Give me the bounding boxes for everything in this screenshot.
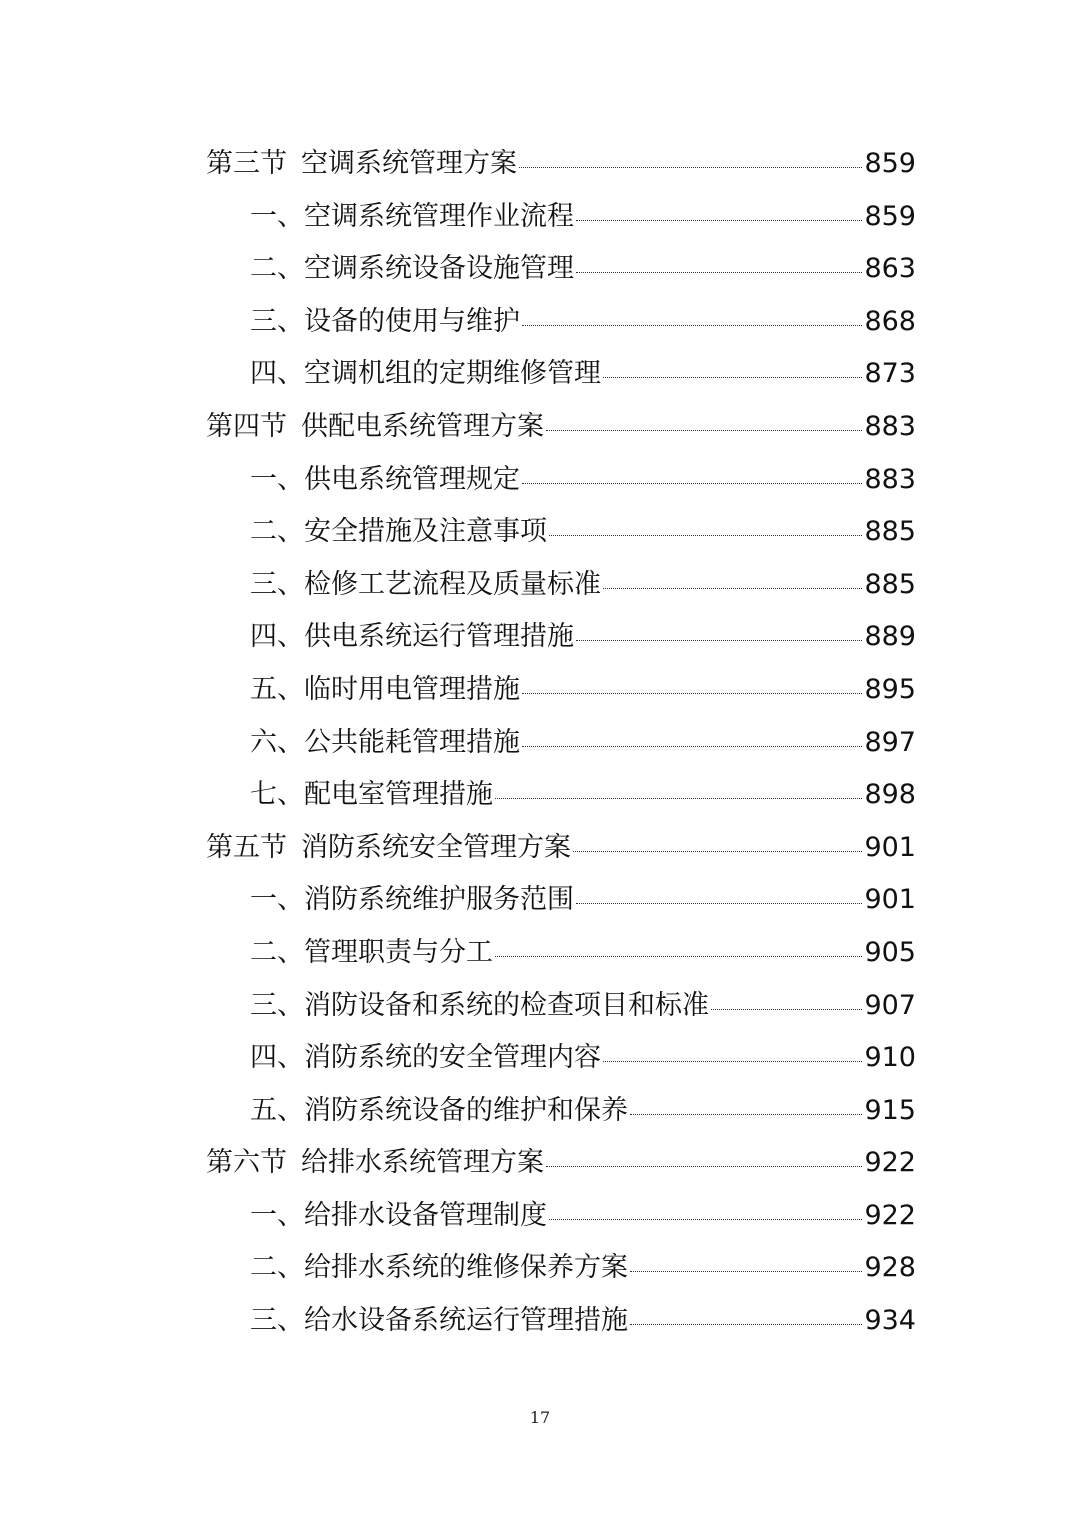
toc-entry-text: 二、管理职责与分工: [250, 936, 493, 968]
toc-page-number: 934: [864, 1305, 916, 1337]
toc-page-number: 915: [864, 1094, 916, 1126]
dot-leader: [630, 1271, 862, 1272]
toc-subsection-entry[interactable]: [206, 1242, 916, 1295]
toc-page-number: 898: [864, 779, 916, 811]
toc-entry-text: 五、临时用电管理措施: [250, 673, 520, 705]
dot-leader: [630, 1114, 862, 1115]
toc-entry-title: [250, 611, 574, 664]
toc-page-number: 885: [864, 568, 916, 600]
toc-page-number: 873: [864, 358, 916, 390]
toc-entry-text: 三、消防设备和系统的检查项目和标准: [250, 989, 709, 1021]
toc-subsection-entry[interactable]: [206, 927, 916, 980]
toc-page-number: 863: [864, 253, 916, 285]
dot-leader: [549, 1219, 862, 1220]
toc-entry-title: [250, 454, 520, 507]
toc-subsection-entry[interactable]: [206, 1032, 916, 1085]
toc-section-entry[interactable]: [206, 822, 916, 875]
toc-entry-text: 一、供电系统管理规定: [250, 463, 520, 495]
toc-entry-title: [250, 1032, 601, 1085]
toc-entry-title: [250, 1190, 547, 1243]
toc-subsection-entry[interactable]: [206, 1295, 916, 1348]
toc-page-number: 868: [864, 305, 916, 337]
toc-entry-text: 三、给水设备系统运行管理措施: [250, 1305, 628, 1337]
toc-subsection-entry[interactable]: [206, 191, 916, 244]
toc-page-number: 928: [864, 1252, 916, 1284]
toc-entry-title: [206, 822, 571, 875]
toc-page-number: 905: [864, 936, 916, 968]
dot-leader: [576, 903, 862, 904]
toc-entry-text: 六、公共能耗管理措施: [250, 726, 520, 758]
dot-leader: [576, 220, 862, 221]
toc-entry-text: 五、消防系统设备的维护和保养: [250, 1094, 628, 1126]
toc-page-number: 895: [864, 673, 916, 705]
dot-leader: [519, 167, 862, 168]
toc-page-number: 901: [864, 884, 916, 916]
toc-page-number: 859: [864, 200, 916, 232]
toc-entry-text: 三、设备的使用与维护: [250, 305, 520, 337]
dot-leader: [576, 272, 862, 273]
toc-entry-title: [250, 664, 520, 717]
toc-page-number: 907: [864, 989, 916, 1021]
toc-section-number: 第四节: [206, 410, 287, 442]
toc-subsection-entry[interactable]: [206, 1190, 916, 1243]
toc-entry-title: [250, 927, 493, 980]
toc-entry-text: 二、安全措施及注意事项: [250, 516, 547, 548]
toc-page-number: 859: [864, 148, 916, 179]
toc-entry-title: [206, 1137, 544, 1190]
toc-entry-text: 三、检修工艺流程及质量标准: [250, 568, 601, 600]
dot-leader: [603, 588, 862, 589]
toc-entry-text: 四、供电系统运行管理措施: [250, 621, 574, 653]
dot-leader: [603, 377, 862, 378]
toc-subsection-entry[interactable]: [206, 717, 916, 770]
toc-section-entry[interactable]: [206, 138, 916, 191]
toc-entry-text: 七、配电室管理措施: [250, 779, 493, 811]
toc-entry-title: [250, 980, 709, 1033]
toc-entry-title: [250, 348, 601, 401]
toc-section-entry[interactable]: [206, 1137, 916, 1190]
toc-subsection-entry[interactable]: [206, 243, 916, 296]
toc-entry-title: [250, 1085, 628, 1138]
toc-subsection-entry[interactable]: [206, 454, 916, 507]
toc-entry-text: 二、给排水系统的维修保养方案: [250, 1252, 628, 1284]
toc-page-number: 889: [864, 621, 916, 653]
dot-leader: [546, 430, 862, 431]
toc-page-number: 897: [864, 726, 916, 758]
toc-section-number: 第六节: [206, 1147, 287, 1179]
toc-entry-text: 四、空调机组的定期维修管理: [250, 358, 601, 390]
toc-entry-text: 空调系统管理方案: [301, 148, 517, 179]
toc-entry-text: 给排水系统管理方案: [301, 1147, 544, 1179]
toc-entry-title: [206, 401, 544, 454]
dot-leader: [711, 1009, 862, 1010]
toc-entry-text: 一、消防系统维护服务范围: [250, 884, 574, 916]
toc-page-number: 922: [864, 1147, 916, 1179]
toc-entry-text: 一、给排水设备管理制度: [250, 1199, 547, 1231]
dot-leader: [522, 483, 862, 484]
dot-leader: [495, 956, 862, 957]
toc-subsection-entry[interactable]: [206, 874, 916, 927]
toc-entry-title: [250, 243, 574, 296]
toc-entry-title: [206, 138, 517, 191]
toc-subsection-entry[interactable]: [206, 348, 916, 401]
toc-subsection-entry[interactable]: [206, 769, 916, 822]
toc-subsection-entry[interactable]: [206, 611, 916, 664]
toc-subsection-entry[interactable]: [206, 664, 916, 717]
toc-page-number: 901: [864, 831, 916, 863]
toc-entry-title: [250, 559, 601, 612]
toc-entry-text: 二、空调系统设备设施管理: [250, 253, 574, 285]
dot-leader: [522, 746, 862, 747]
toc-subsection-entry[interactable]: [206, 980, 916, 1033]
toc-page-number: 883: [864, 410, 916, 442]
page-number: 17: [529, 1408, 551, 1427]
dot-leader: [630, 1324, 862, 1325]
toc-entry-text: 消防系统安全管理方案: [301, 831, 571, 863]
toc-entry-title: [250, 717, 520, 770]
toc-entry-title: [250, 1242, 628, 1295]
toc-page-number: 883: [864, 463, 916, 495]
toc-page-number: 910: [864, 1042, 916, 1074]
toc-section-entry[interactable]: [206, 401, 916, 454]
toc-entry-title: [250, 1295, 628, 1348]
toc-page-number: 922: [864, 1199, 916, 1231]
dot-leader: [603, 1061, 862, 1062]
toc-entry-title: [250, 191, 574, 244]
toc-section-number: 第三节: [206, 148, 287, 179]
toc-page-number: 885: [864, 516, 916, 548]
dot-leader: [573, 851, 862, 852]
toc-entry-title: [250, 296, 520, 349]
toc-subsection-entry[interactable]: [206, 506, 916, 559]
toc-entry-text: 供配电系统管理方案: [301, 410, 544, 442]
toc-section-number: 第五节: [206, 831, 287, 863]
toc-entry-title: [250, 769, 493, 822]
dot-leader: [546, 1166, 862, 1167]
dot-leader: [522, 693, 862, 694]
toc-subsection-entry[interactable]: [206, 296, 916, 349]
table-of-contents: [206, 138, 916, 1348]
dot-leader: [576, 640, 862, 641]
toc-entry-title: [250, 506, 547, 559]
toc-subsection-entry[interactable]: [206, 559, 916, 612]
toc-entry-title: [250, 874, 574, 927]
dot-leader: [495, 798, 862, 799]
toc-entry-text: 一、空调系统管理作业流程: [250, 200, 574, 232]
dot-leader: [522, 325, 862, 326]
toc-subsection-entry[interactable]: [206, 1085, 916, 1138]
dot-leader: [549, 535, 862, 536]
toc-entry-text: 四、消防系统的安全管理内容: [250, 1042, 601, 1074]
